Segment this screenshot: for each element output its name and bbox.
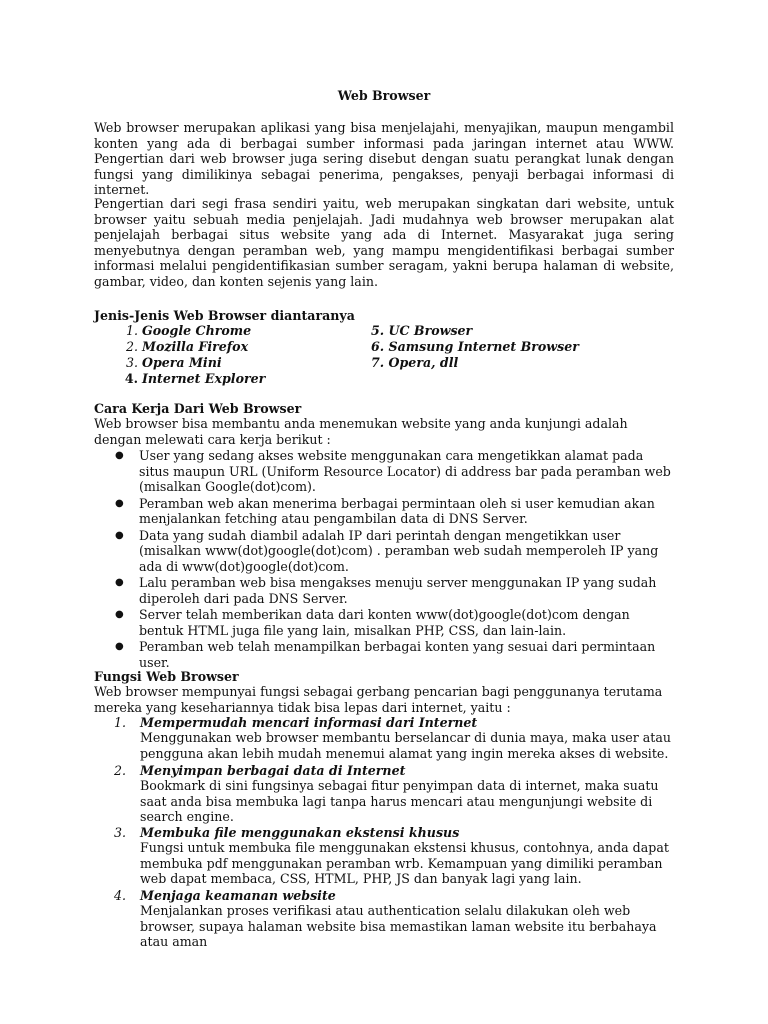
bullet-icon: ●: [115, 529, 124, 541]
browser-type-item: 6. Samsung Internet Browser: [371, 339, 579, 354]
list-number: 2.: [125, 339, 138, 354]
list-label: Internet Explorer: [142, 371, 266, 386]
list-number: 3.: [114, 825, 127, 840]
function-description: Fungsi untuk membuka file menggunakan ekstensi khusus, contohnya, anda dapat membuka pdf menggunakan peramban wrb. Kemampuan yang dimiliki peramban web dapat membaca, CSS, HTML, PHP, JS dan banyak lagi yang lain.: [140, 840, 669, 886]
list-number: 4.: [124, 371, 138, 386]
bullet-icon: ●: [115, 577, 124, 588]
page-title: Web Browser: [337, 88, 431, 103]
function-title: Membuka file menggunakan ekstensi khusus: [140, 825, 460, 840]
functions-heading: Fungsi Web Browser: [94, 669, 239, 684]
browser-type-item: 7. Opera, dll: [371, 355, 459, 370]
list-label: Google Chrome: [142, 323, 252, 338]
browser-type-item: 5. UC Browser: [371, 323, 473, 338]
list-label: Mozilla Firefox: [142, 339, 249, 354]
list-number: 4.: [114, 888, 127, 903]
definition-paragraph: Pengertian dari segi frasa sendiri yaitu, web merupakan singkatan dari website, untuk browser yaitu sebuah media penjelajah. Jadi mudahnya web browser merupakan alat penjelajah berbagai situs website yang ada di Internet. Masyarakat juga sering menyebutnya dengan peramban web, yang mampu mengidentifikasi berbagai sumber informasi melalui pengidentifikasian sumber seragam, yakni berupa halaman di website, gambar, video, dan konten sejenis yang lain.: [94, 196, 674, 289]
list-item: ● User yang sedang akses website menggunakan cara mengetikkan alamat pada situs maupun URL (Uniform Resource Locator) di address bar pada peramban web (misalkan Google(dot)com).: [115, 448, 671, 494]
function-title: Mempermudah mencari informasi dari Internet: [140, 715, 478, 730]
bullet-icon: ●: [115, 450, 124, 461]
function-description: Menjalankan proses verifikasi atau authentication selalu dilakukan oleh web browser, supaya halaman website bisa memastikan laman website itu berbahaya atau aman: [140, 903, 657, 949]
list-item: ● Data yang sudah diambil adalah IP dari perintah dengan mengetikkan user (misalkan www(dot)google(dot)com) . peramban web sudah memperoleh IP yang ada di www(dot)google(dot)com.: [115, 527, 659, 574]
list-item: ● Peramban web akan menerima berbagai permintaan oleh si user kemudian akan menjalankan fetching atau pengambilan data di DNS Server.: [115, 495, 655, 526]
list-number: 1.: [125, 323, 138, 338]
function-description: Menggunakan web browser membantu berselancar di dunia maya, maka user atau pengguna akan lebih mudah menemui alamat yang ingin mereka akses di website.: [140, 730, 671, 761]
function-title: Menjaga keamanan website: [140, 888, 336, 903]
bullet-icon: ●: [115, 497, 124, 509]
function-title: Menyimpan berbagai data di Internet: [140, 763, 406, 778]
list-item: ● Lalu peramban web bisa mengakses menuju server menggunakan IP yang sudah diperoleh dari pada DNS Server.: [115, 575, 657, 606]
functions-intro: Web browser mempunyai fungsi sebagai gerbang pencarian bagi penggunanya terutama mereka yang kesehariannya tidak bisa lepas dari internet, yaitu :: [94, 684, 663, 715]
list-number: 1.: [114, 715, 127, 730]
list-label: Opera Mini: [142, 355, 222, 370]
intro-paragraph: Web browser merupakan aplikasi yang bisa menjelajahi, menyajikan, maupun mengambil konten yang ada di berbagai sumber informasi pada jaringan internet atau WWW. Pengertian dari web browser juga sering disebut dengan suatu perangkat lunak dengan fungsi yang dimilikinya sebagai penerima, pengakses, penyaji berbagai informasi di internet.: [94, 120, 674, 197]
bullet-icon: ●: [115, 641, 124, 652]
list-item: ● Peramban web telah menampilkan berbagai konten yang sesuai dari permintaan user.: [115, 639, 656, 670]
list-item: ● Server telah memberikan data dari konten www(dot)google(dot)com dengan bentuk HTML juga file yang lain, misalkan PHP, CSS, dan lain-lain.: [115, 607, 630, 638]
how-it-works-intro: Web browser bisa membantu anda menemukan website yang anda kunjungi adalah dengan melewati cara kerja berikut :: [94, 416, 628, 447]
function-description: Bookmark di sini fungsinya sebagai fitur penyimpan data di internet, maka suatu saat anda bisa membuka lagi tanpa harus mencari atau mengunjungi website di search engine.: [140, 778, 659, 824]
how-it-works-list: [94, 448, 674, 671]
list-number: 2.: [114, 763, 127, 778]
list-number: 3.: [125, 355, 138, 370]
bullet-icon: ●: [115, 609, 124, 620]
how-it-works-heading: Cara Kerja Dari Web Browser: [94, 401, 302, 416]
browser-types-heading: Jenis-Jenis Web Browser diantaranya: [94, 308, 355, 323]
